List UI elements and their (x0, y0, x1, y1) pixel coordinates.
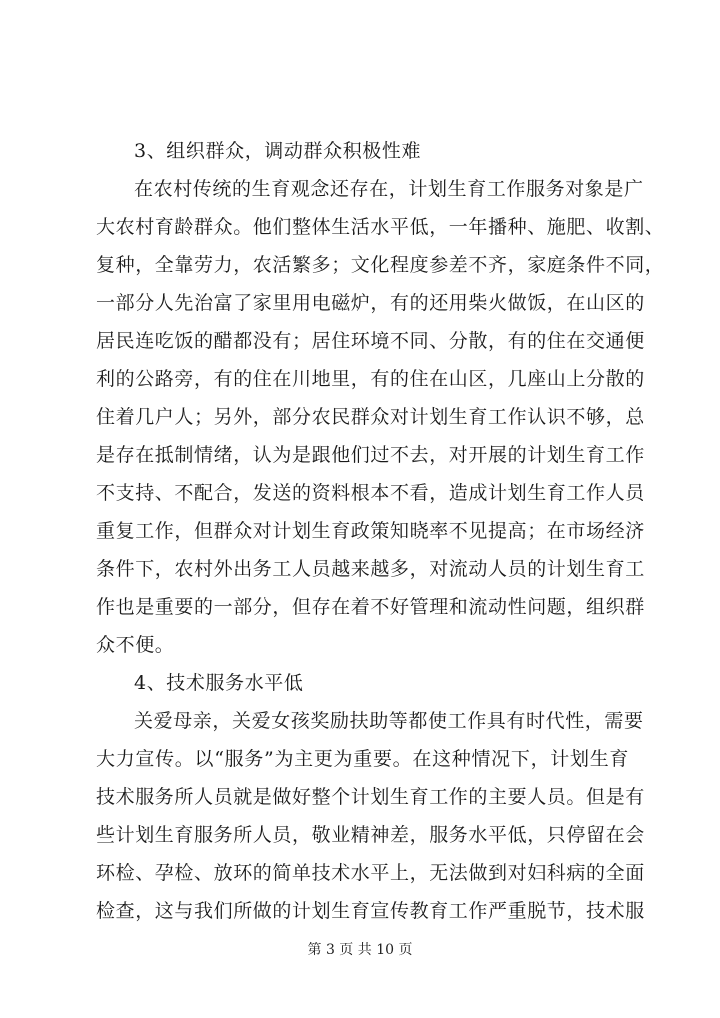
paragraph-line: 大力宣传。以“服务”为主更为重要。在这种情况下，计划生育 (96, 748, 629, 770)
paragraph-line: 些计划生育服务所人员，敬业精神差，服务水平低，只停留在会 (96, 824, 645, 846)
paragraph-line: 作也是重要的一部分，但存在着不好管理和流动性问题，组织群 (96, 596, 645, 618)
paragraph-line: 大农村育龄群众。他们整体生活水平低，一年播种、施肥、收割、 (96, 216, 665, 238)
paragraph-line: 复种，全靠劳力，农活繁多；文化程度参差不齐，家庭条件不同， (96, 254, 665, 276)
paragraph-line: 众不便。 (96, 634, 175, 656)
paragraph-line: 环检、孕检、放环的简单技术水平上，无法做到对妇科病的全面 (96, 862, 645, 884)
paragraph-line: 检查，这与我们所做的计划生育宣传教育工作严重脱节，技术服 (96, 900, 645, 922)
paragraph-line: 关爱母亲，关爱女孩奖励扶助等都使工作具有时代性，需要 (134, 710, 644, 732)
paragraph-line: 利的公路旁，有的住在川地里，有的住在山区，几座山上分散的 (96, 368, 645, 390)
paragraph-line: 是存在抵制情绪，认为是跟他们过不去，对开展的计划生育工作 (96, 444, 645, 466)
paragraph-line: 一部分人先治富了家里用电磁炉，有的还用柴火做饭，在山区的 (96, 292, 645, 314)
paragraph-line: 在农村传统的生育观念还存在，计划生育工作服务对象是广 (134, 178, 644, 200)
section-heading: 4、技术服务水平低 (134, 672, 304, 694)
paragraph-line: 居民连吃饭的醋都没有；居住环境不同、分散，有的住在交通便 (96, 330, 645, 352)
paragraph-line: 重复工作，但群众对计划生育政策知晓率不见提高；在市场经济 (96, 520, 645, 542)
paragraph-line: 不支持、不配合，发送的资料根本不看，造成计划生育工作人员 (96, 482, 645, 504)
page-number: 第 3 页 共 10 页 (307, 942, 413, 958)
paragraph-line: 住着几户人；另外，部分农民群众对计划生育工作认识不够，总 (96, 406, 645, 428)
paragraph-line: 条件下，农村外出务工人员越来越多，对流动人员的计划生育工 (96, 558, 645, 580)
paragraph-line: 技术服务所人员就是做好整个计划生育工作的主要人员。但是有 (96, 786, 645, 808)
section-heading: 3、组织群众，调动群众积极性难 (134, 140, 422, 162)
